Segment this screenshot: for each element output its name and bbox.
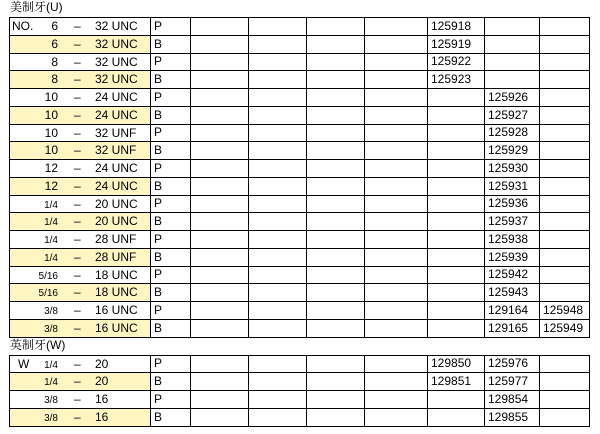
blank-cell xyxy=(191,302,249,320)
type-cell: P xyxy=(151,124,191,142)
blank-cell xyxy=(307,35,365,53)
blank-cell xyxy=(365,18,428,36)
blank-cell xyxy=(191,195,249,213)
size-gauge: 12 xyxy=(44,178,58,193)
blank-cell xyxy=(249,142,307,160)
part-number-cell xyxy=(428,266,485,284)
size-pitch: 28 UNF xyxy=(95,232,137,246)
size-gauge: 5/16 xyxy=(38,288,58,300)
blank-cell xyxy=(249,195,307,213)
table-row xyxy=(10,160,590,178)
blank-cell xyxy=(307,266,365,284)
blank-cell xyxy=(191,284,249,302)
part-number-cell xyxy=(540,124,590,142)
blank-cell xyxy=(191,124,249,142)
part-number-cell xyxy=(428,319,485,337)
table-row xyxy=(10,302,590,320)
table-row xyxy=(10,391,590,409)
thread-size-cell xyxy=(10,18,151,36)
blank-cell xyxy=(307,71,365,89)
type-cell: B xyxy=(151,408,191,426)
part-number-cell xyxy=(485,35,540,53)
table-row xyxy=(10,266,590,284)
part-number-cell xyxy=(540,18,590,36)
thread-size-cell xyxy=(10,231,151,249)
size-dash: – xyxy=(74,409,81,424)
blank-cell xyxy=(307,106,365,124)
blank-cell xyxy=(307,302,365,320)
size-gauge: 1/4 xyxy=(44,199,58,211)
size-dash: – xyxy=(74,214,81,229)
size-gauge: 8 xyxy=(51,72,58,87)
size-dash: – xyxy=(74,232,81,246)
blank-cell xyxy=(365,231,428,249)
type-cell: B xyxy=(151,213,191,231)
blank-cell xyxy=(307,248,365,266)
size-pitch: 20 UNC xyxy=(95,196,138,211)
part-number-cell: 129164 xyxy=(485,302,540,320)
part-number-cell xyxy=(428,231,485,249)
size-gauge: 1/4 xyxy=(44,377,58,389)
size-pitch: 32 UNF xyxy=(95,125,137,140)
blank-cell xyxy=(249,124,307,142)
part-number-cell: 125942 xyxy=(485,266,540,284)
blank-cell xyxy=(249,177,307,195)
part-number-cell: 125936 xyxy=(485,195,540,213)
blank-cell xyxy=(307,213,365,231)
blank-cell xyxy=(365,106,428,124)
blank-cell xyxy=(249,319,307,337)
part-number-cell xyxy=(428,248,485,266)
thread-size-cell xyxy=(10,195,151,213)
blank-cell xyxy=(191,408,249,426)
type-cell: B xyxy=(151,284,191,302)
size-gauge: 1/4 xyxy=(44,217,58,229)
table-row xyxy=(10,71,590,89)
part-number-cell: 125937 xyxy=(485,213,540,231)
part-number-cell xyxy=(485,53,540,71)
w-thread-table xyxy=(9,355,590,427)
thread-size-cell xyxy=(10,35,151,53)
blank-cell xyxy=(365,266,428,284)
blank-cell xyxy=(191,355,249,373)
blank-cell xyxy=(365,124,428,142)
part-number-cell: 125926 xyxy=(485,89,540,107)
part-number-cell xyxy=(540,284,590,302)
blank-cell xyxy=(191,71,249,89)
part-number-cell xyxy=(540,355,590,373)
blank-cell xyxy=(365,213,428,231)
size-pitch: 16 UNC xyxy=(95,303,138,317)
table-row xyxy=(10,231,590,249)
blank-cell xyxy=(365,319,428,337)
part-number-cell xyxy=(428,302,485,320)
part-number-cell xyxy=(428,142,485,160)
size-prefix: NO. xyxy=(12,19,34,33)
type-cell: B xyxy=(151,373,191,391)
blank-cell xyxy=(249,18,307,36)
size-gauge: 6 xyxy=(51,19,58,33)
size-pitch: 20 UNC xyxy=(95,214,138,229)
thread-size-cell xyxy=(10,142,151,160)
part-number-cell: 125949 xyxy=(540,319,590,337)
part-number-cell xyxy=(540,142,590,160)
size-pitch: 28 UNF xyxy=(95,249,137,264)
blank-cell xyxy=(249,391,307,409)
part-number-cell xyxy=(428,408,485,426)
blank-cell xyxy=(249,266,307,284)
table-row xyxy=(10,408,590,426)
size-pitch: 32 UNC xyxy=(95,72,138,87)
size-dash: – xyxy=(74,392,81,406)
size-gauge: 10 xyxy=(44,125,58,140)
part-number-cell xyxy=(540,408,590,426)
size-dash: – xyxy=(74,178,81,193)
blank-cell xyxy=(307,284,365,302)
blank-cell xyxy=(249,284,307,302)
blank-cell xyxy=(249,408,307,426)
type-cell: P xyxy=(151,160,191,178)
size-gauge: 3/8 xyxy=(44,412,58,424)
blank-cell xyxy=(307,391,365,409)
table-row xyxy=(10,142,590,160)
thread-size-cell xyxy=(10,89,151,107)
part-number-cell: 125938 xyxy=(485,231,540,249)
size-pitch: 20 xyxy=(95,374,109,389)
blank-cell xyxy=(249,248,307,266)
size-pitch: 24 UNC xyxy=(95,178,138,193)
size-dash: – xyxy=(74,320,81,335)
blank-cell xyxy=(307,231,365,249)
size-pitch: 18 UNC xyxy=(95,267,138,282)
table-row xyxy=(10,355,590,373)
part-number-cell xyxy=(540,248,590,266)
size-pitch: 32 UNC xyxy=(95,19,138,33)
part-number-cell: 125927 xyxy=(485,106,540,124)
part-number-cell xyxy=(428,124,485,142)
thread-size-cell xyxy=(10,106,151,124)
size-dash: – xyxy=(74,90,81,104)
part-number-cell: 125977 xyxy=(485,373,540,391)
table-row xyxy=(10,319,590,337)
part-number-cell: 125923 xyxy=(428,71,485,89)
size-pitch: 32 UNC xyxy=(95,36,138,51)
blank-cell xyxy=(249,89,307,107)
us-section-title: 美制牙(U) xyxy=(10,0,63,14)
table-row xyxy=(10,248,590,266)
part-number-cell xyxy=(428,177,485,195)
size-dash: – xyxy=(74,267,81,282)
type-cell: B xyxy=(151,71,191,89)
size-pitch: 24 UNC xyxy=(95,107,138,122)
size-gauge: 10 xyxy=(44,107,58,122)
part-number-cell xyxy=(428,284,485,302)
blank-cell xyxy=(307,142,365,160)
blank-cell xyxy=(307,160,365,178)
table-row xyxy=(10,195,590,213)
blank-cell xyxy=(307,355,365,373)
size-pitch: 16 UNC xyxy=(95,320,138,335)
size-pitch: 16 xyxy=(95,409,109,424)
table-row xyxy=(10,18,590,36)
blank-cell xyxy=(191,266,249,284)
thread-size-cell xyxy=(10,284,151,302)
blank-cell xyxy=(191,319,249,337)
blank-cell xyxy=(249,53,307,71)
type-cell: P xyxy=(151,391,191,409)
size-dash: – xyxy=(74,107,81,122)
part-number-cell: 125939 xyxy=(485,248,540,266)
size-gauge: 3/8 xyxy=(44,323,58,335)
size-dash: – xyxy=(74,36,81,51)
thread-size-cell xyxy=(10,177,151,195)
blank-cell xyxy=(191,18,249,36)
blank-cell xyxy=(191,89,249,107)
size-gauge: 3/8 xyxy=(44,395,58,406)
blank-cell xyxy=(307,319,365,337)
size-dash: – xyxy=(74,196,81,211)
blank-cell xyxy=(249,71,307,89)
blank-cell xyxy=(365,355,428,373)
w-section-title: 英制牙(W) xyxy=(10,337,66,352)
size-gauge: 10 xyxy=(44,90,58,104)
thread-size-cell xyxy=(10,213,151,231)
part-number-cell: 125931 xyxy=(485,177,540,195)
blank-cell xyxy=(307,195,365,213)
blank-cell xyxy=(365,71,428,89)
table-row xyxy=(10,213,590,231)
type-cell: B xyxy=(151,142,191,160)
blank-cell xyxy=(307,89,365,107)
size-pitch: 18 UNC xyxy=(95,285,138,300)
blank-cell xyxy=(365,302,428,320)
blank-cell xyxy=(249,35,307,53)
blank-cell xyxy=(307,53,365,71)
size-gauge: 1/4 xyxy=(44,235,58,246)
part-number-cell xyxy=(540,195,590,213)
type-cell: P xyxy=(151,231,191,249)
type-cell: B xyxy=(151,248,191,266)
type-cell: P xyxy=(151,18,191,36)
type-cell: P xyxy=(151,53,191,71)
blank-cell xyxy=(191,391,249,409)
us-thread-table xyxy=(9,17,590,338)
size-gauge: 3/8 xyxy=(44,306,58,317)
blank-cell xyxy=(365,35,428,53)
part-number-cell xyxy=(540,266,590,284)
part-number-cell xyxy=(540,391,590,409)
part-number-cell xyxy=(428,195,485,213)
w-table-body xyxy=(10,355,590,426)
size-dash: – xyxy=(74,161,81,175)
thread-size-cell xyxy=(10,408,151,426)
part-number-cell xyxy=(540,177,590,195)
part-number-cell xyxy=(540,373,590,391)
size-dash: – xyxy=(74,303,81,317)
blank-cell xyxy=(249,355,307,373)
type-cell: P xyxy=(151,89,191,107)
blank-cell xyxy=(191,231,249,249)
thread-size-cell xyxy=(10,266,151,284)
size-pitch: 24 UNC xyxy=(95,90,138,104)
size-gauge: 10 xyxy=(44,143,58,158)
blank-cell xyxy=(249,373,307,391)
size-gauge: 5/16 xyxy=(38,270,58,282)
type-cell: B xyxy=(151,319,191,337)
blank-cell xyxy=(249,213,307,231)
part-number-cell: 129165 xyxy=(485,319,540,337)
size-dash: – xyxy=(74,72,81,87)
part-number-cell xyxy=(540,231,590,249)
blank-cell xyxy=(307,177,365,195)
part-number-cell: 129850 xyxy=(428,355,485,373)
blank-cell xyxy=(365,248,428,266)
blank-cell xyxy=(365,53,428,71)
part-number-cell xyxy=(428,89,485,107)
blank-cell xyxy=(365,373,428,391)
thread-size-cell xyxy=(10,160,151,178)
part-number-cell xyxy=(540,71,590,89)
part-number-cell xyxy=(428,391,485,409)
us-table-body xyxy=(10,18,590,338)
blank-cell xyxy=(365,177,428,195)
size-pitch: 24 UNC xyxy=(95,161,138,175)
thread-size-cell xyxy=(10,391,151,409)
type-cell: P xyxy=(151,302,191,320)
blank-cell xyxy=(191,142,249,160)
table-row xyxy=(10,373,590,391)
thread-size-cell xyxy=(10,71,151,89)
thread-size-cell xyxy=(10,53,151,71)
size-gauge: 8 xyxy=(51,54,58,69)
part-number-cell: 125922 xyxy=(428,53,485,71)
part-number-cell: 125943 xyxy=(485,284,540,302)
part-number-cell xyxy=(540,53,590,71)
table-row xyxy=(10,53,590,71)
blank-cell xyxy=(307,373,365,391)
table-row xyxy=(10,106,590,124)
size-dash: – xyxy=(74,19,81,33)
blank-cell xyxy=(307,124,365,142)
part-number-cell xyxy=(485,71,540,89)
part-number-cell xyxy=(428,213,485,231)
blank-cell xyxy=(191,35,249,53)
size-pitch: 20 xyxy=(95,356,109,371)
thread-size-cell xyxy=(10,373,151,391)
size-pitch: 32 UNF xyxy=(95,143,137,158)
blank-cell xyxy=(365,391,428,409)
type-cell: B xyxy=(151,35,191,53)
blank-cell xyxy=(249,106,307,124)
size-pitch: 16 xyxy=(95,392,109,406)
part-number-cell xyxy=(540,213,590,231)
size-dash: – xyxy=(74,125,81,140)
part-number-cell xyxy=(540,160,590,178)
part-number-cell xyxy=(428,160,485,178)
size-pitch: 32 UNC xyxy=(95,54,138,69)
part-number-cell: 125919 xyxy=(428,35,485,53)
size-prefix: W xyxy=(18,356,30,371)
blank-cell xyxy=(365,160,428,178)
table-row xyxy=(10,89,590,107)
blank-cell xyxy=(191,177,249,195)
table-row xyxy=(10,35,590,53)
part-number-cell: 125976 xyxy=(485,355,540,373)
blank-cell xyxy=(191,160,249,178)
part-number-cell xyxy=(428,106,485,124)
blank-cell xyxy=(365,142,428,160)
blank-cell xyxy=(191,373,249,391)
size-gauge: 12 xyxy=(44,161,58,175)
size-gauge: 1/4 xyxy=(44,359,58,371)
table-row xyxy=(10,124,590,142)
thread-size-cell xyxy=(10,302,151,320)
type-cell: B xyxy=(151,106,191,124)
type-cell: B xyxy=(151,177,191,195)
blank-cell xyxy=(191,53,249,71)
part-number-cell: 125929 xyxy=(485,142,540,160)
table-row xyxy=(10,177,590,195)
size-gauge: 1/4 xyxy=(44,252,58,264)
table-row xyxy=(10,284,590,302)
size-gauge: 6 xyxy=(51,36,58,51)
part-number-cell: 125930 xyxy=(485,160,540,178)
part-number-cell: 125928 xyxy=(485,124,540,142)
type-cell: P xyxy=(151,266,191,284)
size-dash: – xyxy=(74,54,81,69)
blank-cell xyxy=(365,408,428,426)
thread-size-cell xyxy=(10,124,151,142)
type-cell: P xyxy=(151,355,191,373)
blank-cell xyxy=(365,89,428,107)
part-number-cell: 129854 xyxy=(485,391,540,409)
thread-size-cell xyxy=(10,355,151,373)
thread-size-cell xyxy=(10,248,151,266)
size-dash: – xyxy=(74,285,81,300)
blank-cell xyxy=(249,302,307,320)
blank-cell xyxy=(249,160,307,178)
part-number-cell xyxy=(540,35,590,53)
part-number-cell: 129851 xyxy=(428,373,485,391)
part-number-cell xyxy=(540,106,590,124)
blank-cell xyxy=(365,195,428,213)
blank-cell xyxy=(191,213,249,231)
size-dash: – xyxy=(74,374,81,389)
part-number-cell: 125918 xyxy=(428,18,485,36)
blank-cell xyxy=(191,248,249,266)
blank-cell xyxy=(191,106,249,124)
type-cell: P xyxy=(151,195,191,213)
part-number-cell xyxy=(540,89,590,107)
part-number-cell: 129855 xyxy=(485,408,540,426)
blank-cell xyxy=(307,408,365,426)
size-dash: – xyxy=(74,249,81,264)
size-dash: – xyxy=(74,356,81,371)
blank-cell xyxy=(307,18,365,36)
blank-cell xyxy=(249,231,307,249)
part-number-cell: 125948 xyxy=(540,302,590,320)
thread-size-cell xyxy=(10,319,151,337)
size-dash: – xyxy=(74,143,81,158)
part-number-cell xyxy=(485,18,540,36)
blank-cell xyxy=(365,284,428,302)
